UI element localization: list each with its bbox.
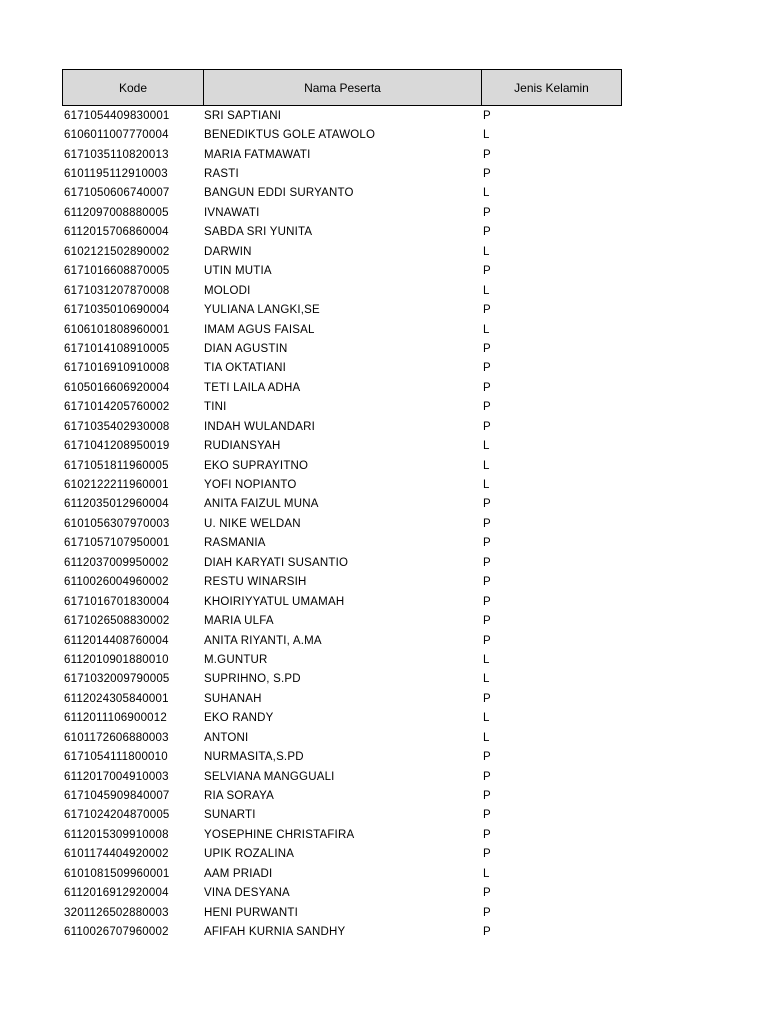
- cell-jenis-kelamin: L: [483, 459, 490, 472]
- cell-nama-peserta: VINA DESYANA: [204, 887, 290, 900]
- table-row: [62, 417, 622, 436]
- cell-kode: 6171057107950001: [64, 537, 170, 550]
- cell-kode: 6110026004960002: [64, 576, 169, 589]
- cell-jenis-kelamin: L: [483, 712, 490, 725]
- cell-jenis-kelamin: P: [483, 926, 491, 939]
- cell-jenis-kelamin: P: [483, 809, 491, 822]
- cell-nama-peserta: BANGUN EDDI SURYANTO: [204, 187, 354, 200]
- table-row: [62, 398, 622, 417]
- cell-nama-peserta: RASMANIA: [204, 537, 266, 550]
- cell-kode: 6171016910910008: [64, 362, 170, 375]
- cell-kode: 6171016701830004: [64, 595, 170, 608]
- table-row: [62, 650, 622, 669]
- table-row: [62, 456, 622, 475]
- cell-jenis-kelamin: L: [483, 479, 490, 492]
- cell-nama-peserta: MARIA FATMAWATI: [204, 148, 311, 161]
- table-row: [62, 786, 622, 805]
- cell-nama-peserta: DIAH KARYATI SUSANTIO: [204, 556, 349, 569]
- table-row: [62, 184, 622, 203]
- table-row: [62, 806, 622, 825]
- cell-kode: 6171054111800010: [64, 751, 168, 764]
- cell-nama-peserta: TIA OKTATIANI: [204, 362, 287, 375]
- cell-jenis-kelamin: P: [483, 362, 491, 375]
- cell-nama-peserta: UTIN MUTIA: [204, 265, 272, 278]
- cell-nama-peserta: YOFI NOPIANTO: [204, 479, 297, 492]
- table-row: [62, 145, 622, 164]
- table-row: [62, 611, 622, 630]
- table-row: [62, 223, 622, 242]
- cell-jenis-kelamin: L: [483, 867, 490, 880]
- cell-kode: 6171035402930008: [64, 420, 170, 433]
- cell-jenis-kelamin: P: [483, 848, 491, 861]
- table-row: [62, 125, 622, 144]
- cell-jenis-kelamin: P: [483, 790, 491, 803]
- cell-nama-peserta: SRI SAPTIANI: [204, 109, 282, 122]
- cell-jenis-kelamin: P: [483, 692, 491, 705]
- cell-kode: 6101172606880003: [64, 731, 169, 744]
- participant-table: [62, 69, 622, 942]
- table-row: [62, 709, 622, 728]
- cell-kode: 6102122211960001: [64, 479, 169, 492]
- table-row: [62, 203, 622, 222]
- cell-kode: 6106101808960001: [64, 323, 170, 336]
- cell-nama-peserta: M.GUNTUR: [204, 653, 268, 666]
- cell-kode: 6101056307970003: [64, 517, 170, 530]
- table-row: [62, 106, 622, 125]
- table-row: [62, 475, 622, 494]
- cell-nama-peserta: DIAN AGUSTIN: [204, 342, 288, 355]
- table-row: [62, 378, 622, 397]
- table-row: [62, 728, 622, 747]
- header-kode: Kode: [63, 70, 204, 105]
- cell-jenis-kelamin: P: [483, 595, 491, 608]
- table-row: [62, 670, 622, 689]
- cell-jenis-kelamin: P: [483, 265, 491, 278]
- cell-jenis-kelamin: L: [483, 187, 490, 200]
- cell-nama-peserta: HENI PURWANTI: [204, 906, 298, 919]
- cell-nama-peserta: RESTU WINARSIH: [204, 576, 307, 589]
- cell-kode: 6171041208950019: [64, 440, 170, 453]
- cell-jenis-kelamin: P: [483, 304, 491, 317]
- cell-nama-peserta: TINI: [204, 401, 227, 414]
- cell-nama-peserta: SUHANAH: [204, 692, 262, 705]
- cell-jenis-kelamin: P: [483, 148, 491, 161]
- cell-jenis-kelamin: P: [483, 615, 491, 628]
- table-row: [62, 631, 622, 650]
- cell-nama-peserta: AFIFAH KURNIA SANDHY: [204, 926, 346, 939]
- cell-nama-peserta: ANITA FAIZUL MUNA: [204, 498, 319, 511]
- table-row: [62, 922, 622, 941]
- cell-jenis-kelamin: P: [483, 887, 491, 900]
- cell-kode: 6101081509960001: [64, 867, 170, 880]
- cell-jenis-kelamin: P: [483, 556, 491, 569]
- cell-kode: 6171016608870005: [64, 265, 170, 278]
- table-header: [62, 69, 622, 106]
- cell-kode: 6106011007770004: [64, 129, 169, 142]
- cell-jenis-kelamin: P: [483, 576, 491, 589]
- cell-kode: 6171051811960005: [64, 459, 169, 472]
- cell-jenis-kelamin: P: [483, 634, 491, 647]
- cell-kode: 6171035110820013: [64, 148, 169, 161]
- cell-nama-peserta: RIA SORAYA: [204, 790, 274, 803]
- cell-nama-peserta: EKO SUPRAYITNO: [204, 459, 309, 472]
- table-row: [62, 573, 622, 592]
- cell-jenis-kelamin: P: [483, 770, 491, 783]
- cell-jenis-kelamin: P: [483, 342, 491, 355]
- cell-nama-peserta: U. NIKE WELDAN: [204, 517, 301, 530]
- cell-kode: 6112097008880005: [64, 206, 169, 219]
- cell-jenis-kelamin: P: [483, 537, 491, 550]
- cell-jenis-kelamin: L: [483, 731, 490, 744]
- table-row: [62, 514, 622, 533]
- cell-jenis-kelamin: L: [483, 323, 490, 336]
- cell-nama-peserta: TETI LAILA ADHA: [204, 381, 301, 394]
- cell-jenis-kelamin: P: [483, 401, 491, 414]
- cell-jenis-kelamin: L: [483, 245, 490, 258]
- cell-nama-peserta: SELVIANA MANGGUALI: [204, 770, 335, 783]
- cell-kode: 6112016912920004: [64, 887, 169, 900]
- table-row: [62, 262, 622, 281]
- cell-kode: 6102121502890002: [64, 245, 170, 258]
- cell-nama-peserta: UPIK ROZALINA: [204, 848, 295, 861]
- table-row: [62, 767, 622, 786]
- cell-kode: 6171031207870008: [64, 284, 170, 297]
- table-row: [62, 825, 622, 844]
- cell-kode: 6110026707960002: [64, 926, 169, 939]
- cell-nama-peserta: NURMASITA,S.PD: [204, 751, 304, 764]
- table-row: [62, 300, 622, 319]
- cell-nama-peserta: YULIANA LANGKI,SE: [204, 304, 320, 317]
- cell-kode: 6112015706860004: [64, 226, 169, 239]
- table-row: [62, 534, 622, 553]
- cell-jenis-kelamin: P: [483, 381, 491, 394]
- cell-jenis-kelamin: L: [483, 129, 490, 142]
- table-row: [62, 845, 622, 864]
- table-row: [62, 884, 622, 903]
- table-row: [62, 747, 622, 766]
- cell-jenis-kelamin: P: [483, 420, 491, 433]
- cell-jenis-kelamin: L: [483, 673, 490, 686]
- cell-kode: 6112015309910008: [64, 828, 169, 841]
- cell-kode: 6171024204870005: [64, 809, 170, 822]
- cell-kode: 6112037009950002: [64, 556, 169, 569]
- cell-nama-peserta: ANTONI: [204, 731, 249, 744]
- table-row: [62, 495, 622, 514]
- cell-kode: 6101195112910003: [64, 168, 168, 181]
- cell-kode: 6171014205760002: [64, 401, 170, 414]
- cell-kode: 6112024305840001: [64, 692, 169, 705]
- table-row: [62, 359, 622, 378]
- table-row: [62, 320, 622, 339]
- table-row: [62, 864, 622, 883]
- cell-kode: 6171026508830002: [64, 615, 170, 628]
- header-nama-peserta: Nama Peserta: [204, 70, 482, 105]
- cell-nama-peserta: AAM PRIADI: [204, 867, 273, 880]
- cell-jenis-kelamin: P: [483, 828, 491, 841]
- cell-jenis-kelamin: P: [483, 226, 491, 239]
- cell-nama-peserta: IVNAWATI: [204, 206, 260, 219]
- cell-jenis-kelamin: L: [483, 284, 490, 297]
- cell-kode: 6112035012960004: [64, 498, 169, 511]
- table-body: [62, 106, 622, 942]
- cell-jenis-kelamin: P: [483, 751, 491, 764]
- table-row: [62, 164, 622, 183]
- cell-kode: 6171045909840007: [64, 790, 170, 803]
- cell-nama-peserta: SUPRIHNO, S.PD: [204, 673, 301, 686]
- cell-nama-peserta: BENEDIKTUS GOLE ATAWOLO: [204, 129, 376, 142]
- cell-jenis-kelamin: P: [483, 206, 491, 219]
- cell-nama-peserta: SUNARTI: [204, 809, 256, 822]
- cell-jenis-kelamin: L: [483, 440, 490, 453]
- cell-nama-peserta: MOLODI: [204, 284, 251, 297]
- cell-nama-peserta: KHOIRIYYATUL UMAMAH: [204, 595, 345, 608]
- cell-kode: 6105016606920004: [64, 381, 170, 394]
- table-row: [62, 436, 622, 455]
- cell-kode: 3201126502880003: [64, 906, 169, 919]
- cell-jenis-kelamin: P: [483, 168, 491, 181]
- cell-nama-peserta: SABDA SRI YUNITA: [204, 226, 313, 239]
- cell-kode: 6171054409830001: [64, 109, 170, 122]
- cell-kode: 6101174404920002: [64, 848, 169, 861]
- cell-jenis-kelamin: P: [483, 109, 491, 122]
- cell-nama-peserta: INDAH WULANDARI: [204, 420, 315, 433]
- cell-nama-peserta: EKO RANDY: [204, 712, 274, 725]
- cell-nama-peserta: YOSEPHINE CHRISTAFIRA: [204, 828, 355, 841]
- table-row: [62, 339, 622, 358]
- cell-kode: 6112014408760004: [64, 634, 169, 647]
- cell-kode: 6171035010690004: [64, 304, 170, 317]
- table-row: [62, 553, 622, 572]
- cell-nama-peserta: MARIA ULFA: [204, 615, 274, 628]
- cell-nama-peserta: ANITA RIYANTI, A.MA: [204, 634, 322, 647]
- cell-nama-peserta: DARWIN: [204, 245, 252, 258]
- cell-jenis-kelamin: P: [483, 498, 491, 511]
- cell-kode: 6112010901880010: [64, 653, 169, 666]
- cell-kode: 6171050606740007: [64, 187, 170, 200]
- cell-kode: 6112011106900012: [64, 712, 167, 725]
- header-jenis-kelamin: Jenis Kelamin: [514, 80, 589, 95]
- cell-nama-peserta: RUDIANSYAH: [204, 440, 281, 453]
- table-row: [62, 689, 622, 708]
- cell-nama-peserta: IMAM AGUS FAISAL: [204, 323, 315, 336]
- cell-nama-peserta: RASTI: [204, 168, 239, 181]
- cell-jenis-kelamin: L: [483, 653, 490, 666]
- table-row: [62, 281, 622, 300]
- cell-jenis-kelamin: P: [483, 517, 491, 530]
- table-row: [62, 592, 622, 611]
- table-row: [62, 903, 622, 922]
- cell-kode: 6171014108910005: [64, 342, 170, 355]
- cell-kode: 6171032009790005: [64, 673, 170, 686]
- cell-kode: 6112017004910003: [64, 770, 169, 783]
- cell-jenis-kelamin: P: [483, 906, 491, 919]
- table-row: [62, 242, 622, 261]
